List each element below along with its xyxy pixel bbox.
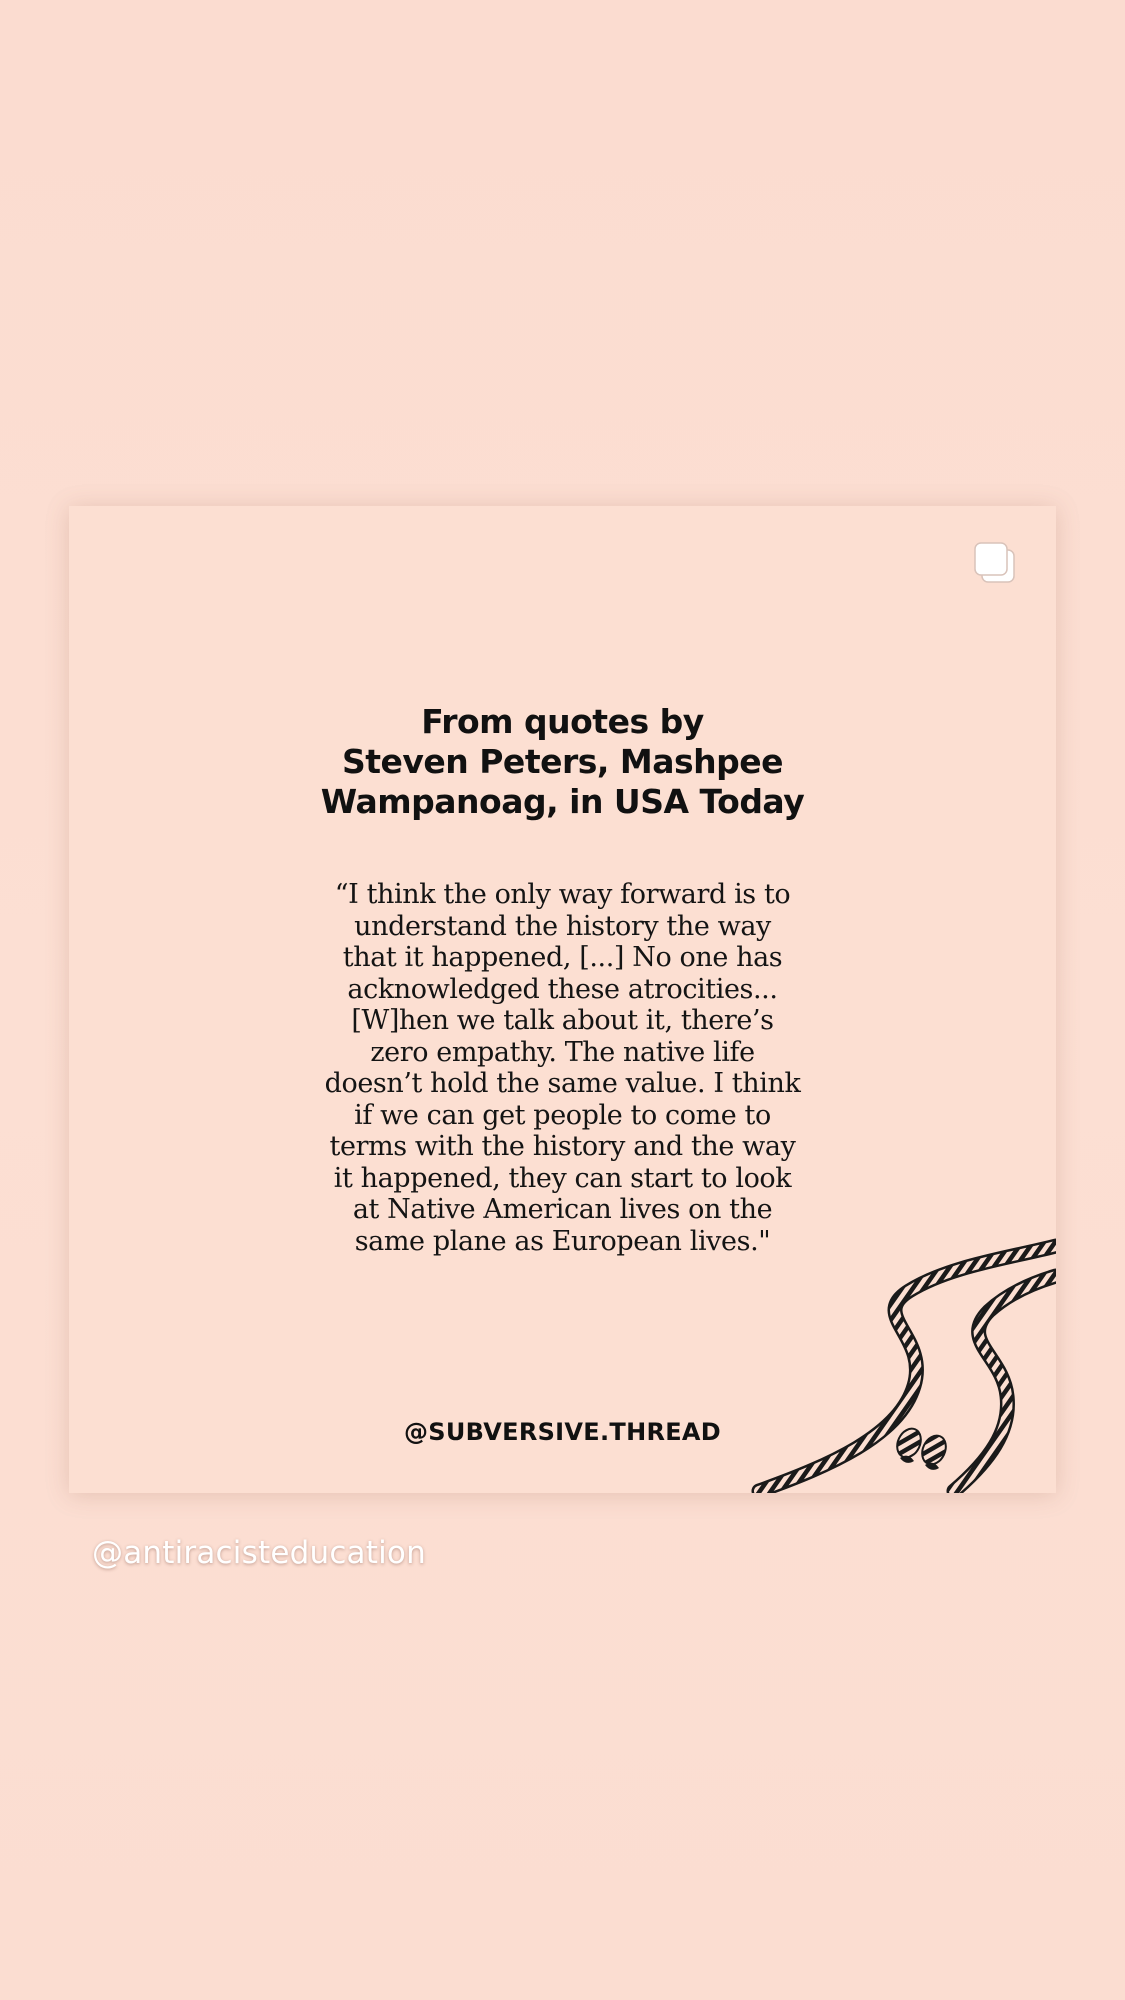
post-title-line: From quotes by [421, 702, 704, 741]
post-title-line: Wampanoag, in USA Today [320, 782, 805, 821]
quote-line: “I think the only way forward is to [334, 879, 791, 910]
quote-line: doesn’t hold the same value. I think [324, 1068, 801, 1099]
quote-line: acknowledged these atrocities... [347, 973, 778, 1005]
shared-post-card[interactable] [69, 506, 1056, 1493]
story-mention-tag[interactable]: @antiracisteducation [92, 1535, 426, 1571]
multiple-posts-icon [972, 540, 1018, 586]
post-title [69, 702, 1056, 822]
quote-line: same plane as European lives." [354, 1225, 771, 1257]
quote-line: it happened, they can start to look [333, 1162, 792, 1194]
quote-line: at Native American lives on the [352, 1194, 773, 1225]
quote-line: that it happened, [...] No one has [342, 942, 783, 973]
quote-line: if we can get people to come to [354, 1099, 771, 1131]
post-title-line: Steven Peters, Mashpee [341, 742, 784, 781]
quote-text [249, 879, 876, 1257]
quote-line: understand the history the way [354, 910, 771, 942]
footprints-path-illustration [749, 1236, 1056, 1493]
quote-line: terms with the history and the way [329, 1131, 796, 1162]
post-author-handle: @SUBVERSIVE.THREAD [403, 1418, 722, 1446]
quote-line: [W]hen we talk about it, there’s [351, 1005, 774, 1036]
quote-line: zero empathy. The native life [370, 1036, 755, 1068]
